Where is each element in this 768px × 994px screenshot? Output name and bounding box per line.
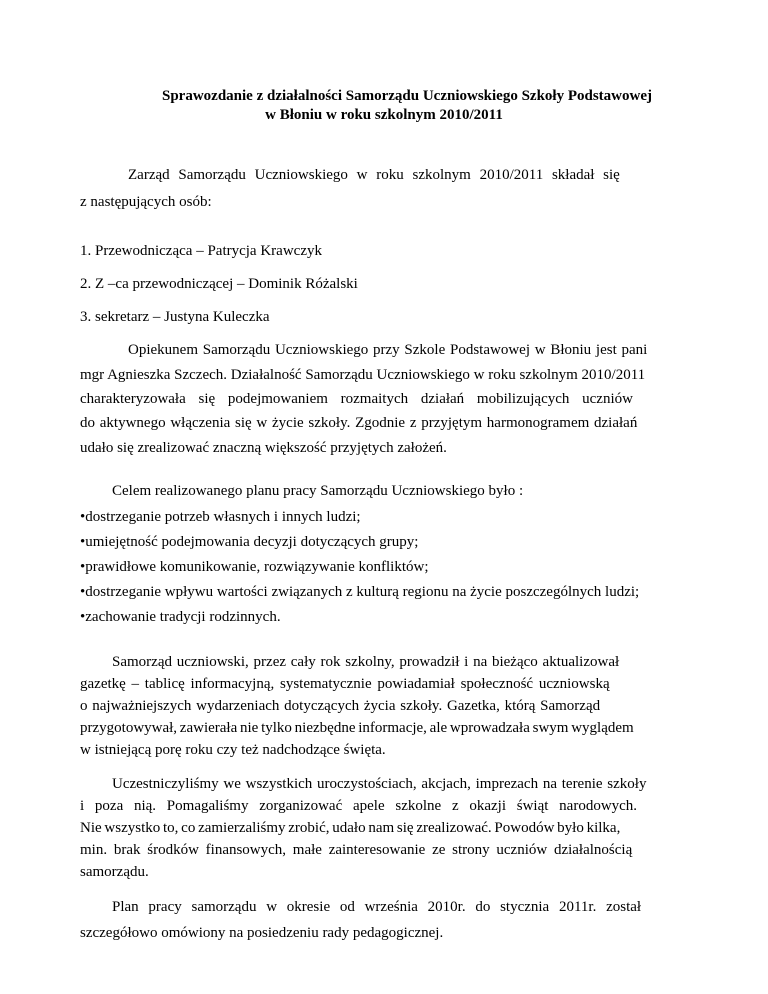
paragraph-uroczystosci-line: Nie wszystko to, co zamierzaliśmy zrobić, udało nam się zrealizować. Powodów było kilka, xyxy=(80,820,621,836)
paragraph-opiekun-line: charakteryzowała się podejmowaniem rozmaitych działań mobilizujących uczniów xyxy=(80,391,633,407)
member-item: 1. Przewodnicząca – Patrycja Krawczyk xyxy=(80,243,322,259)
paragraph-uroczystosci-line: min. brak środków finansowych, małe zainteresowanie ze strony uczniów działalnością xyxy=(80,842,633,858)
paragraph-gazetka-line: przygotowywał, zawierała nie tylko niezbędne informacje, ale wprowadzała swym wyglądem xyxy=(80,720,634,736)
paragraph-plan-line: Plan pracy samorządu w okresie od września 2010r. do stycznia 2011r. został xyxy=(112,899,642,915)
paragraph-uroczystosci-line: i poza nią. Pomagaliśmy zorganizować apele szkolne z okazji świąt narodowych. xyxy=(80,798,638,814)
paragraph-gazetka-line: o najważniejszych wydarzeniach dotyczących życia szkoły. Gazetka, którą Samorząd xyxy=(80,698,601,714)
goal-item: •dostrzeganie potrzeb własnych i innych ludzi; xyxy=(80,509,361,525)
document-title-line-1: Sprawozdanie z działalności Samorządu Uczniowskiego Szkoły Podstawowej xyxy=(161,88,652,104)
paragraph-plan-line: szczegółowo omówiony na posiedzeniu rady pedagogicznej. xyxy=(80,925,444,941)
goals-heading: Celem realizowanego planu pracy Samorządu Uczniowskiego było : xyxy=(112,483,524,499)
paragraph-opiekun-line: udało się zrealizować znaczną większość przyjętych założeń. xyxy=(80,440,447,456)
paragraph-opiekun-line: do aktywnego włączenia się w życie szkoły. Zgodnie z przyjętym harmonogramem działań xyxy=(80,415,638,431)
intro-line-1: Zarząd Samorządu Uczniowskiego w roku szkolnym 2010/2011 składał się xyxy=(128,167,620,183)
intro-line-2: z następujących osób: xyxy=(80,194,212,210)
goal-item: •umiejętność podejmowania decyzji dotyczących grupy; xyxy=(80,534,419,550)
member-item: 2. Z –ca przewodniczącej – Dominik Różalski xyxy=(80,276,358,292)
goal-item: •zachowanie tradycji rodzinnych. xyxy=(80,609,281,625)
document-title-line-2: w Błoniu w roku szkolnym 2010/2011 xyxy=(265,107,503,123)
goal-item: •prawidłowe komunikowanie, rozwiązywanie konfliktów; xyxy=(80,559,429,575)
member-item: 3. sekretarz – Justyna Kuleczka xyxy=(80,309,270,325)
paragraph-opiekun-line: Opiekunem Samorządu Uczniowskiego przy Szkole Podstawowej w Błoniu jest pani xyxy=(128,342,648,358)
paragraph-uroczystosci-line: Uczestniczyliśmy we wszystkich uroczystościach, akcjach, imprezach na terenie szkoły xyxy=(112,776,647,792)
paragraph-opiekun-line: mgr Agnieszka Szczech. Działalność Samorządu Uczniowskiego w roku szkolnym 2010/2011 xyxy=(80,367,646,383)
goal-item: •dostrzeganie wpływu wartości związanych z kulturą regionu na życie poszczególnych ludzi; xyxy=(80,584,640,600)
paragraph-gazetka-line: w istniejącą porę roku czy też nadchodzące święta. xyxy=(80,742,386,758)
paragraph-uroczystosci-line: samorządu. xyxy=(80,864,149,880)
paragraph-gazetka-line: gazetkę – tablicę informacyjną, systematycznie powiadamiał społeczność uczniowską xyxy=(80,676,610,692)
paragraph-gazetka-line: Samorząd uczniowski, przez cały rok szkolny, prowadził i na bieżąco aktualizował xyxy=(112,654,620,670)
